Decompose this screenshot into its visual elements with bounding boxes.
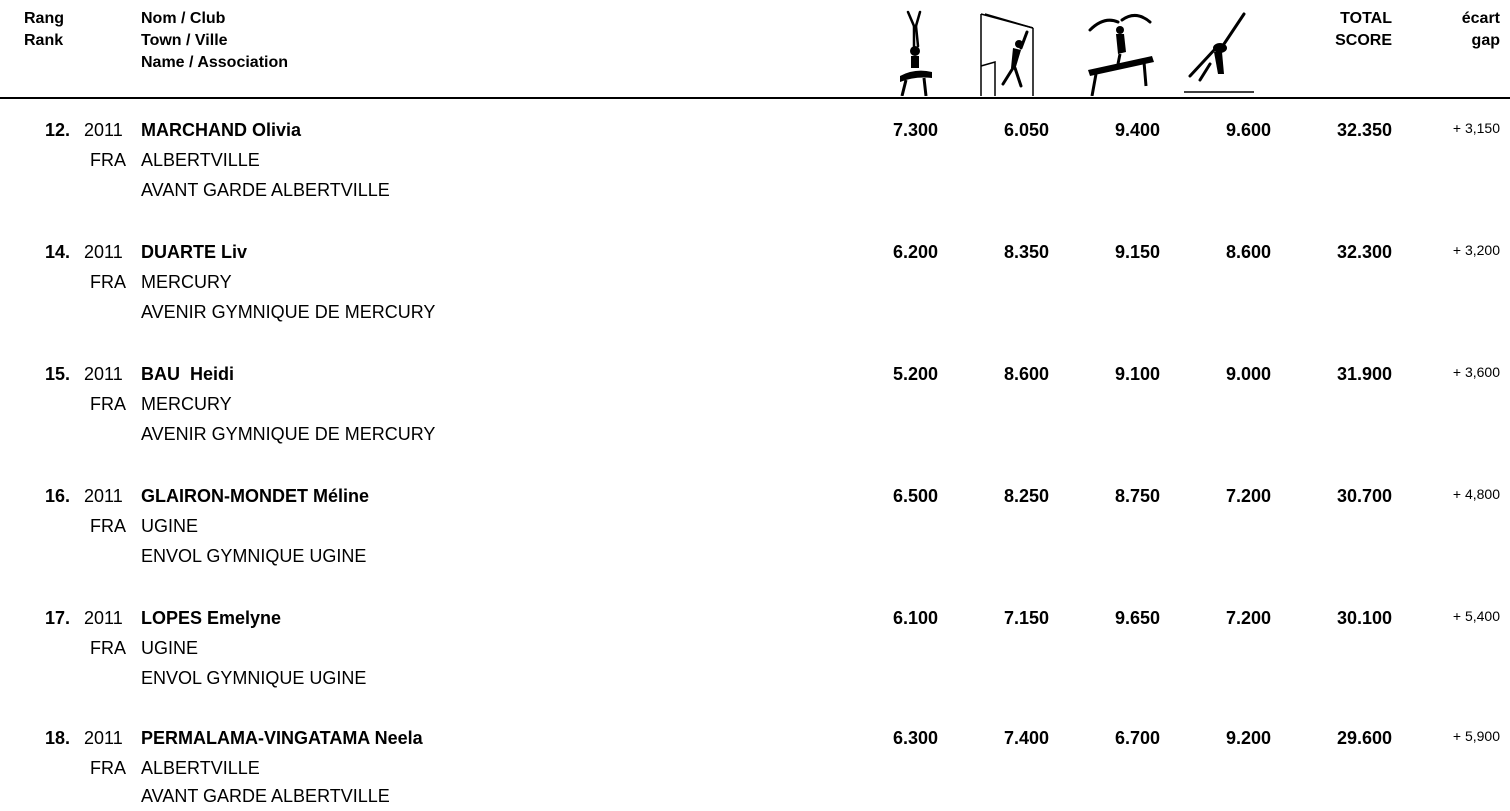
bars-score: 7.150 (1003, 608, 1049, 628)
total-score: 30.700 (1336, 486, 1392, 506)
athlete-name: DUARTE Liv (141, 242, 248, 262)
rank-column-header (24, 8, 64, 52)
vault-score: 6.200 (892, 242, 938, 262)
athlete-rank: 12. (44, 120, 70, 140)
athlete-town: MERCURY (141, 394, 232, 414)
total-score-header (1296, 8, 1392, 52)
athlete-club: AVANT GARDE ALBERTVILLE (141, 180, 390, 200)
name-header-line1: Nom / Club (141, 10, 226, 27)
bars-score: 6.050 (1003, 120, 1049, 140)
athlete-name: PERMALAMA-VINGATAMA Neela (141, 728, 423, 748)
athlete-town: UGINE (141, 516, 199, 536)
athlete-country: FRA (90, 516, 126, 536)
beam-score: 8.750 (1114, 486, 1160, 506)
vault-score: 6.500 (892, 486, 938, 506)
table-row (0, 484, 1510, 606)
athlete-country: FRA (90, 150, 126, 170)
name-column-header (141, 8, 288, 74)
floor-exercise-icon (1180, 6, 1260, 96)
floor-score: 9.200 (1225, 728, 1271, 748)
beam-score: 6.700 (1114, 728, 1160, 748)
athlete-club: AVENIR GYMNIQUE DE MERCURY (141, 424, 436, 444)
gap-value: + 3,150 (1452, 120, 1500, 136)
athlete-town: UGINE (141, 638, 199, 658)
beam-score: 9.150 (1114, 242, 1160, 262)
total-score: 30.100 (1336, 608, 1392, 628)
vault-score: 7.300 (892, 120, 938, 140)
bars-score: 8.350 (1003, 242, 1049, 262)
vault-icon (880, 6, 950, 96)
athlete-birth-year: 2011 (84, 728, 123, 748)
athlete-name: MARCHAND Olivia (141, 120, 302, 140)
table-row (0, 606, 1510, 728)
athlete-rank: 15. (44, 364, 70, 384)
beam-score: 9.650 (1114, 608, 1160, 628)
athlete-name: BAU Heidi (141, 364, 235, 384)
floor-score: 7.200 (1225, 486, 1271, 506)
total-score: 32.350 (1336, 120, 1392, 140)
athlete-town: ALBERTVILLE (141, 150, 260, 170)
name-header-line3: Name / Association (141, 54, 289, 71)
athlete-club: AVENIR GYMNIQUE DE MERCURY (141, 302, 436, 322)
floor-score: 8.600 (1225, 242, 1271, 262)
athlete-birth-year: 2011 (84, 120, 123, 140)
athlete-rank: 14. (44, 242, 70, 262)
rank-header-fr: Rang (24, 10, 64, 27)
athlete-rank: 17. (44, 608, 70, 628)
vault-score: 6.100 (892, 608, 938, 628)
total-score: 31.900 (1336, 364, 1392, 384)
gap-value: + 4,800 (1452, 486, 1500, 502)
athlete-town: ALBERTVILLE (141, 758, 260, 778)
floor-score: 9.000 (1225, 364, 1271, 384)
name-header-line2: Town / Ville (141, 32, 228, 49)
gap-value: + 3,200 (1452, 242, 1500, 258)
vault-score: 5.200 (892, 364, 938, 384)
gap-header-en: gap (1471, 32, 1500, 49)
beam-score: 9.400 (1114, 120, 1160, 140)
total-header-line2: SCORE (1335, 32, 1392, 49)
bars-score: 8.250 (1003, 486, 1049, 506)
gap-value: + 5,900 (1452, 728, 1500, 744)
vault-score: 6.300 (892, 728, 938, 748)
athlete-country: FRA (90, 394, 126, 414)
gap-value: + 3,600 (1452, 364, 1500, 380)
athlete-rank: 16. (44, 486, 70, 506)
table-row (0, 726, 1510, 811)
gap-header (1414, 8, 1500, 52)
athlete-country: FRA (90, 272, 126, 292)
table-row (0, 118, 1510, 240)
athlete-town: MERCURY (141, 272, 232, 292)
floor-score: 9.600 (1225, 120, 1271, 140)
total-score: 29.600 (1336, 728, 1392, 748)
athlete-club: AVANT GARDE ALBERTVILLE (141, 786, 390, 806)
beam-score: 9.100 (1114, 364, 1160, 384)
uneven-bars-icon (975, 6, 1045, 96)
header-divider (0, 97, 1510, 99)
athlete-birth-year: 2011 (84, 608, 123, 628)
athlete-name: GLAIRON-MONDET Méline (141, 486, 369, 506)
floor-score: 7.200 (1225, 608, 1271, 628)
athlete-club: ENVOL GYMNIQUE UGINE (141, 668, 367, 688)
athlete-name: LOPES Emelyne (141, 608, 282, 628)
bars-score: 7.400 (1003, 728, 1049, 748)
athlete-rank: 18. (44, 728, 70, 748)
athlete-birth-year: 2011 (84, 364, 123, 384)
total-score: 32.300 (1336, 242, 1392, 262)
athlete-country: FRA (90, 638, 126, 658)
athlete-birth-year: 2011 (84, 486, 123, 506)
athlete-birth-year: 2011 (84, 242, 123, 262)
bars-score: 8.600 (1003, 364, 1049, 384)
athlete-club: ENVOL GYMNIQUE UGINE (141, 546, 367, 566)
balance-beam-icon (1082, 6, 1162, 96)
gap-header-fr: écart (1461, 10, 1500, 27)
athlete-country: FRA (90, 758, 126, 778)
total-header-line1: TOTAL (1340, 10, 1392, 27)
gap-value: + 5,400 (1452, 608, 1500, 624)
rank-header-en: Rank (24, 32, 64, 49)
table-row (0, 240, 1510, 362)
table-row (0, 362, 1510, 484)
